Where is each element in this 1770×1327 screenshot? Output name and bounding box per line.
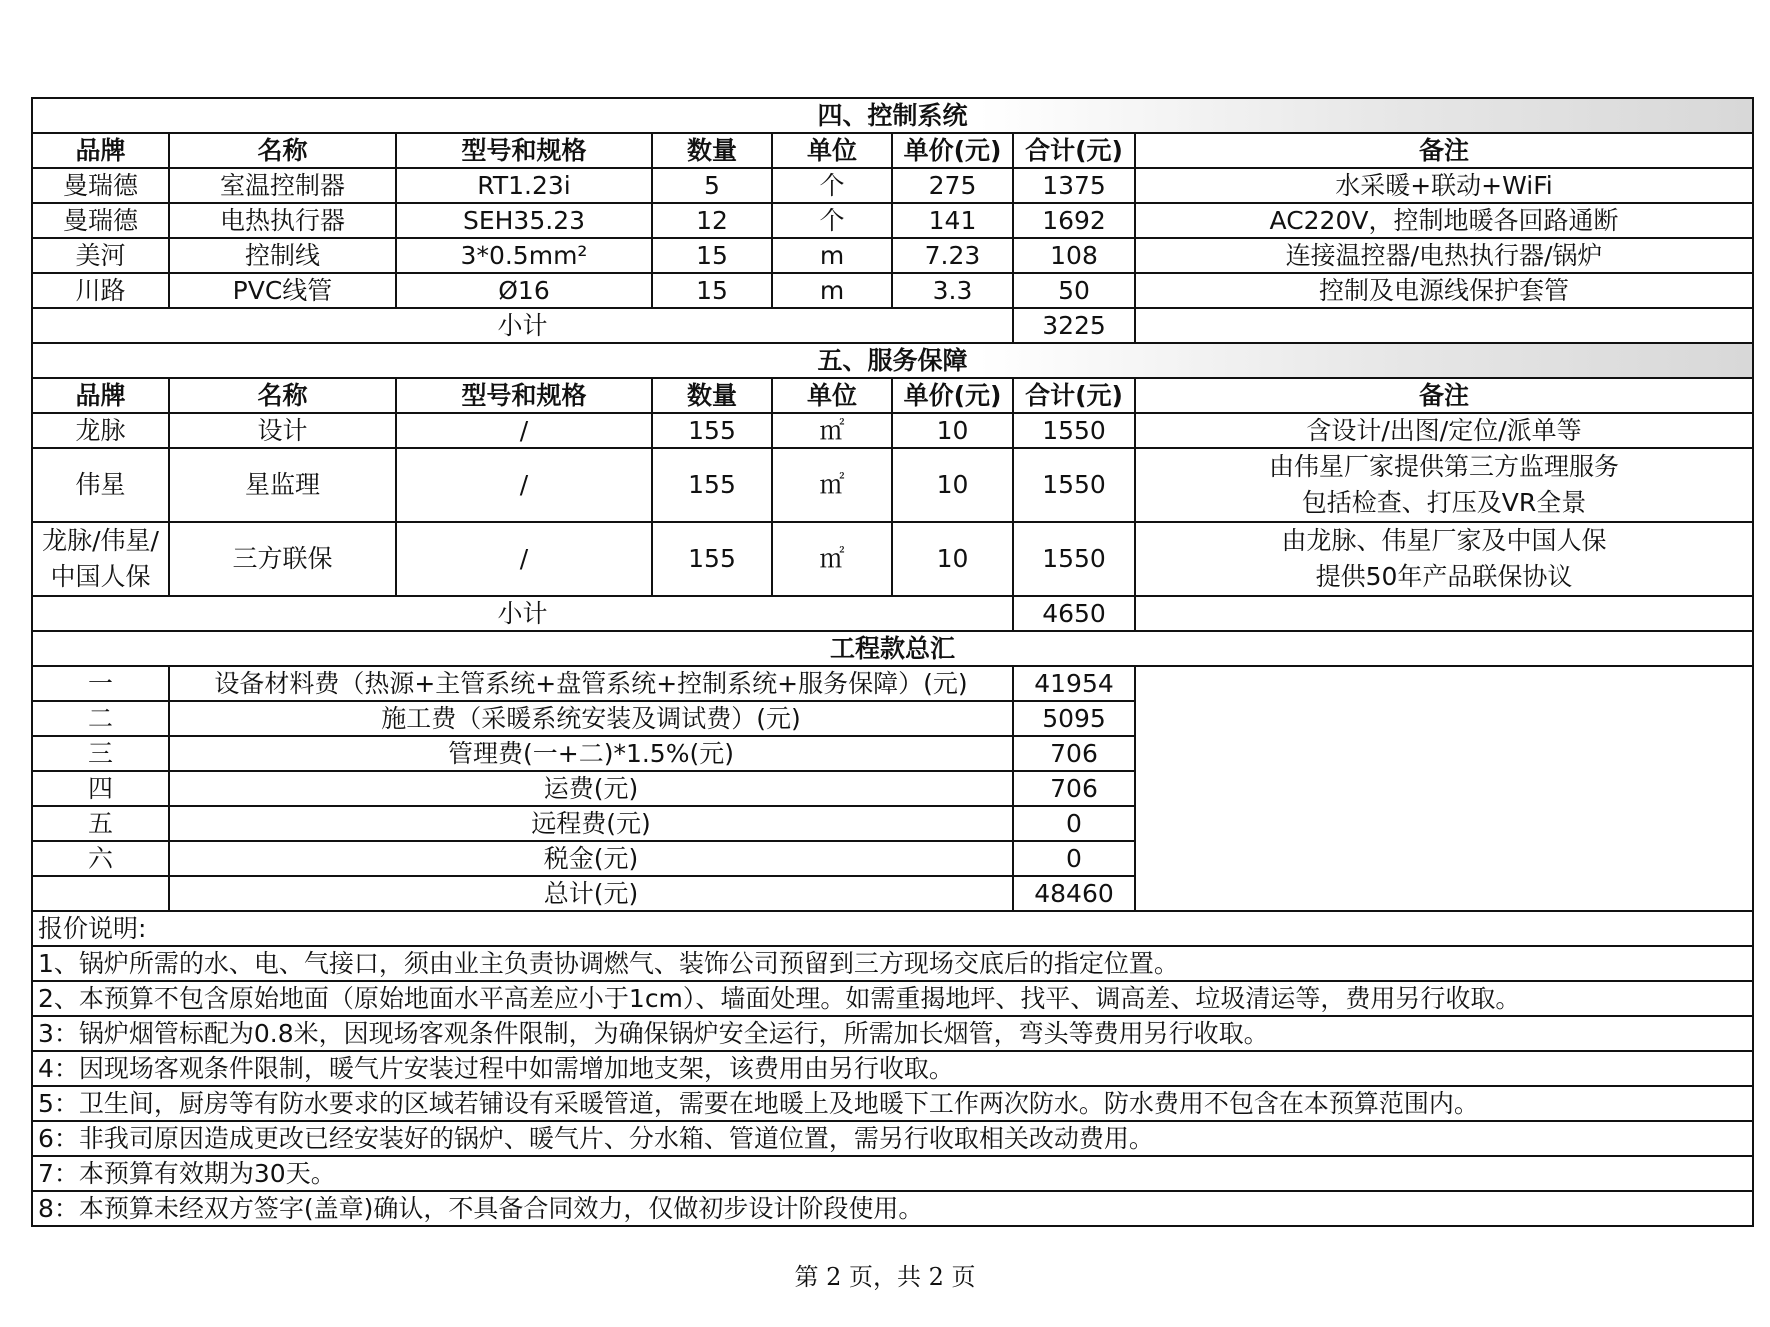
summary-no: 四 [32, 771, 169, 806]
header-cell: 单位 [772, 378, 892, 413]
summary-item: 施工费（采暖系统安装及调试费）(元) [169, 701, 1013, 736]
cell: 3*0.5mm² [396, 238, 652, 273]
subtotal-row [32, 308, 1753, 343]
cell: 川路 [32, 273, 169, 308]
summary-item: 设备材料费（热源+主管系统+盘管系统+控制系统+服务保障）(元) [169, 666, 1013, 701]
summary-no: 一 [32, 666, 169, 701]
cell: 155 [652, 413, 772, 448]
header-cell: 数量 [652, 133, 772, 168]
cell: 3.3 [892, 273, 1013, 308]
cell: / [396, 522, 652, 596]
header-cell: 名称 [169, 133, 396, 168]
note-item: 3：锅炉烟管标配为0.8米，因现场客观条件限制，为确保锅炉安全运行，所需加长烟管，弯头等费用另行收取。 [32, 1016, 1753, 1051]
cell: AC220V，控制地暖各回路通断 [1135, 203, 1753, 238]
cell: ㎡ [772, 522, 892, 596]
subtotal-value: 3225 [1013, 308, 1135, 343]
table-row [32, 448, 1753, 522]
header-cell: 备注 [1135, 378, 1753, 413]
cell: 10 [892, 413, 1013, 448]
summary-item: 运费(元) [169, 771, 1013, 806]
summary-value: 706 [1013, 736, 1135, 771]
remark-line: 由伟星厂家提供第三方监理服务 [1269, 452, 1620, 481]
cell: 星监理 [169, 448, 396, 522]
summary-value: 0 [1013, 841, 1135, 876]
table-row [32, 522, 1753, 596]
cell: / [396, 413, 652, 448]
section-title: 四、控制系统 [32, 98, 1753, 133]
cell: m [772, 273, 892, 308]
table-row [32, 203, 1753, 238]
subtotal-row [32, 596, 1753, 631]
cell: 12 [652, 203, 772, 238]
summary-item: 远程费(元) [169, 806, 1013, 841]
summary-value: 5095 [1013, 701, 1135, 736]
quotation-table [31, 97, 1754, 1227]
cell: 控制及电源线保护套管 [1135, 273, 1753, 308]
summary-item: 管理费(一+二)*1.5%(元) [169, 736, 1013, 771]
cell: 伟星 [32, 448, 169, 522]
total-value: 48460 [1013, 876, 1135, 911]
summary-no [32, 876, 169, 911]
cell [1135, 522, 1753, 596]
header-cell: 型号和规格 [396, 133, 652, 168]
header-cell: 品牌 [32, 378, 169, 413]
summary-no: 五 [32, 806, 169, 841]
cell: 美河 [32, 238, 169, 273]
cell: 10 [892, 448, 1013, 522]
summary-no: 二 [32, 701, 169, 736]
cell: 1375 [1013, 168, 1135, 203]
cell: 7.23 [892, 238, 1013, 273]
note-item: 1、锅炉所需的水、电、气接口，须由业主负责协调燃气、装饰公司预留到三方现场交底后的指定位置。 [32, 946, 1753, 981]
cell [1135, 596, 1753, 631]
cell: 1550 [1013, 448, 1135, 522]
summary-value: 0 [1013, 806, 1135, 841]
cell [1135, 308, 1753, 343]
summary-row [32, 666, 1753, 701]
summary-blank [1135, 666, 1753, 911]
cell: 108 [1013, 238, 1135, 273]
header-cell: 合计(元) [1013, 378, 1135, 413]
cell: 155 [652, 448, 772, 522]
table-row [32, 168, 1753, 203]
cell: RT1.23i [396, 168, 652, 203]
cell: ㎡ [772, 448, 892, 522]
subtotal-value: 4650 [1013, 596, 1135, 631]
header-cell: 型号和规格 [396, 378, 652, 413]
section-title: 五、服务保障 [32, 343, 1753, 378]
cell: 曼瑞德 [32, 168, 169, 203]
cell: 曼瑞德 [32, 203, 169, 238]
cell: 控制线 [169, 238, 396, 273]
header-cell: 品牌 [32, 133, 169, 168]
cell: 设计 [169, 413, 396, 448]
cell: 50 [1013, 273, 1135, 308]
summary-value: 706 [1013, 771, 1135, 806]
header-cell: 数量 [652, 378, 772, 413]
cell: 275 [892, 168, 1013, 203]
cell: 141 [892, 203, 1013, 238]
cell: ㎡ [772, 413, 892, 448]
cell: 连接温控器/电热执行器/锅炉 [1135, 238, 1753, 273]
remark-line: 提供50年产品联保协议 [1315, 562, 1573, 591]
summary-no: 三 [32, 736, 169, 771]
header-row [32, 133, 1753, 168]
header-cell: 名称 [169, 378, 396, 413]
note-item: 7：本预算有效期为30天。 [32, 1156, 1753, 1191]
cell: 龙脉/伟星/中国人保 [32, 522, 169, 596]
note-item: 4：因现场客观条件限制，暖气片安装过程中如需增加地支架，该费用由另行收取。 [32, 1051, 1753, 1086]
section-title: 工程款总汇 [32, 631, 1753, 666]
table-row [32, 413, 1753, 448]
note-item: 2、本预算不包含原始地面（原始地面水平高差应小于1cm）、墙面处理。如需重揭地坪、找平、调高差、垃圾清运等，费用另行收取。 [32, 981, 1753, 1016]
cell: 155 [652, 522, 772, 596]
subtotal-label: 小计 [32, 308, 1013, 343]
header-cell: 单位 [772, 133, 892, 168]
total-label: 总计(元) [169, 876, 1013, 911]
cell: 个 [772, 203, 892, 238]
cell: 水采暖+联动+WiFi [1135, 168, 1753, 203]
cell: 三方联保 [169, 522, 396, 596]
cell: 15 [652, 273, 772, 308]
subtotal-label: 小计 [32, 596, 1013, 631]
cell: 含设计/出图/定位/派单等 [1135, 413, 1753, 448]
header-cell: 合计(元) [1013, 133, 1135, 168]
summary-value: 41954 [1013, 666, 1135, 701]
table-row [32, 273, 1753, 308]
note-item: 5：卫生间，厨房等有防水要求的区域若铺设有采暖管道，需要在地暖上及地暖下工作两次防水。防水费用不包含在本预算范围内。 [32, 1086, 1753, 1121]
notes-title: 报价说明: [32, 911, 1753, 946]
summary-item: 税金(元) [169, 841, 1013, 876]
cell: m [772, 238, 892, 273]
cell: 5 [652, 168, 772, 203]
cell: 1550 [1013, 522, 1135, 596]
cell: PVC线管 [169, 273, 396, 308]
summary-no: 六 [32, 841, 169, 876]
cell: 10 [892, 522, 1013, 596]
cell: / [396, 448, 652, 522]
cell: Ø16 [396, 273, 652, 308]
header-cell: 备注 [1135, 133, 1753, 168]
note-item: 6：非我司原因造成更改已经安装好的锅炉、暖气片、分水箱、管道位置，需另行收取相关改动费用。 [32, 1121, 1753, 1156]
cell: SEH35.23 [396, 203, 652, 238]
cell: 室温控制器 [169, 168, 396, 203]
cell: 1692 [1013, 203, 1135, 238]
cell: 1550 [1013, 413, 1135, 448]
table-row [32, 238, 1753, 273]
header-cell: 单价(元) [892, 378, 1013, 413]
remark-line: 由龙脉、伟星厂家及中国人保 [1281, 526, 1607, 555]
cell: 15 [652, 238, 772, 273]
header-cell: 单价(元) [892, 133, 1013, 168]
page-number: 第 2 页，共 2 页 [794, 1263, 976, 1291]
note-item: 8：本预算未经双方签字(盖章)确认，不具备合同效力，仅做初步设计阶段使用。 [32, 1191, 1753, 1226]
cell [1135, 448, 1753, 522]
cell: 电热执行器 [169, 203, 396, 238]
cell: 个 [772, 168, 892, 203]
header-row [32, 378, 1753, 413]
cell: 龙脉 [32, 413, 169, 448]
remark-line: 包括检查、打压及VR全景 [1301, 488, 1587, 517]
